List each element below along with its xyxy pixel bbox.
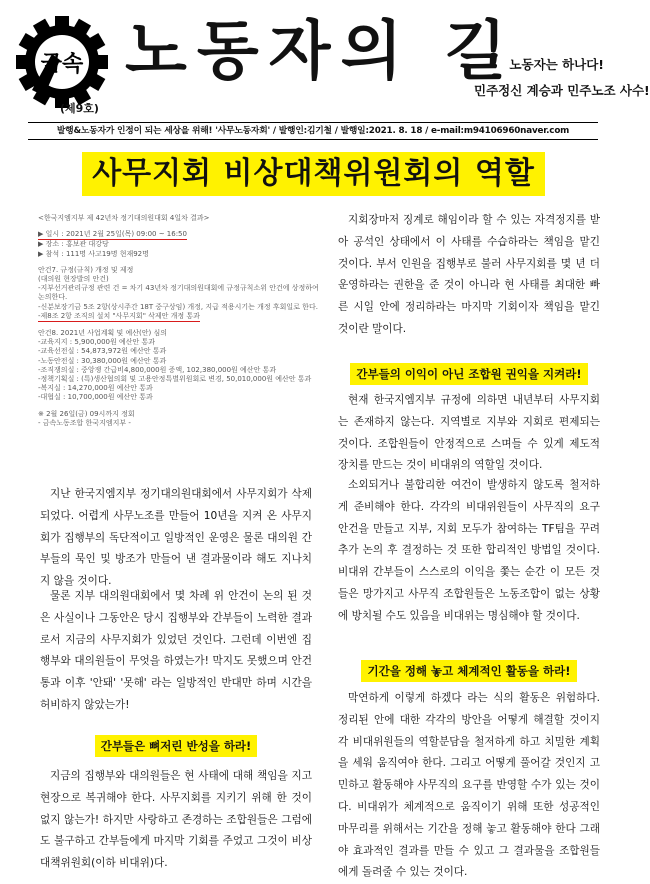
notice-line: -신분보장기금 5조 2항(상시주간 18T 중구상임) 개정, 지급 적용시기는 개정 후회일로 한다. — [38, 302, 318, 311]
right-paragraph-1: 지회장마저 징계로 해임이라 할 수 있는 자격정지를 받아 공석인 상태에서 이 사태를 수습하라는 책임을 맡긴 것이다. 부서 인원을 집행부로 불러 사무지회를 몇 년 더 운영하라는 권한을 준 것이 아니라 현 사태를 최대한 빠른 시일 안에 정리하라는 마지막 기회이자 책임을 맡긴 것이란 말이다. — [338, 214, 600, 335]
left-paragraph-3: 지금의 집행부와 대의원들은 현 사태에 대해 책임을 지고 현장으로 복귀해야 한다. 사무지회를 지키기 위해 한 것이 없지 않는가! 하지만 사랑하고 존경하는 조합원들은 그럼에도 불구하고 간부들에게 마지막 기회를 주었고 그것이 비상대책위원회(이하 비대위)다. — [40, 770, 312, 870]
notice-line-underlined: ▶ 일시 : 2021년 2월 25일(목) 09:00 ~ 16:50 — [38, 230, 187, 240]
right-subhead-1-wrap — [338, 363, 600, 385]
notice-line: ▶ 참석 : 111명 사고19명 현재92명 — [38, 249, 149, 258]
notice-line: ※ 2월 26일(금) 09시까지 정회 — [38, 409, 135, 418]
notice-line: -대협실 : 10,700,000원 예산안 통과 — [38, 393, 153, 402]
right-paragraph-4: 막연하게 이렇게 하겠다 라는 식의 활동은 위험하다. 정리된 안에 대한 각각의 방안을 어떻게 해결할 것이지 각 비대위원들의 역할분담을 철저하게 하고 치밀한 계획을 세워 움직여야 한다. 그리고 어떻게 풀어갈 것인지 고민하고 활동해야 사무직의 요구를 반영할 수가 있는 것이다. 비대위가 체계적으로 움직이기 위해 또한 성공적인 마무리를 위해서는 기간을 정해 놓고 활동해야 한다 그래야 효과적인 결과를 만들 수 있고 그 결과물을 조합원들에게 돌려줄 수 있는 것이다. — [338, 692, 600, 879]
notice-line: <한국지엠지부 제 42년차 정기대의원대회 4일차 결과> — [38, 214, 210, 222]
notice-line: -지부선거관리규정 관련 건 = 차기 43년차 정기대의원대회에 규정규칙소위 안건에 상정하여 — [38, 284, 319, 293]
notice-line: -조직쟁의실 : 중앙쟁 간급비4,800,000원 증액, 102,380,000원 예산안 통과 — [38, 365, 277, 374]
right-subhead-2-wrap — [338, 660, 600, 682]
issue-number: (제9호) — [60, 102, 99, 115]
motto-line-2: 민주정신 계승과 민주노조 사수! — [474, 83, 650, 98]
left-paragraph-1: 지난 한국지엠지부 정기대의원대회에서 사무지회가 삭제되었다. 어렵게 사무노조를 만들어 10년을 지켜 온 사무지회가 집행부의 독단적이고 일방적인 운영은 물론 대의원 간부들의 묵인 및 방조가 만들어 낸 결과물이라 해도 지나치지 않을 것이다. — [40, 488, 312, 588]
notice-line: 논의한다. — [38, 293, 68, 302]
right-subhead-1: 간부들의 이익이 아닌 조합원 권익을 지켜라! — [350, 363, 587, 385]
headline-wrap — [0, 152, 627, 196]
notice-line: 안건7. 규정(규칙) 개정 및 제정 — [38, 265, 134, 274]
right-paragraph-3: 소외되거나 불합리한 여건이 발생하지 않도록 철저하게 준비해야 한다. 각각의 비대위원들이 사무직의 요구 안건을 만들고 지부, 지회 모두가 참여하는 TF팀을 꾸려 추가 논의 후 결정하는 것 또한 합리적인 방법일 것이다. 비대위 간부들이 스스로의 이익을 쫓는 순간 이 모든 것들은 망가지고 사무직 조합원들은 노동조합이 없는 상황에 방치될 수도 있음을 비대위는 명심해야 할 것이다. — [338, 479, 600, 622]
notice-line: - 금속노동조합 한국지엠지부 - — [38, 418, 131, 427]
notice-line-underlined: -제8조 2항 조직의 설치 "사무지회" 삭제안 개정 통과 — [38, 312, 200, 322]
logo-text: 금속 — [40, 52, 84, 77]
right-paragraph-2: 현재 한국지엠지부 규정에 의하면 내년부터 사무지회는 존재하지 않는다. 지역별로 지부와 지회로 편제되는 것이다. 조합원들이 안정적으로 스며들 수 있게 제도적 장치를 만드는 것이 비대위의 역할일 것이다. — [338, 394, 600, 472]
left-subhead: 간부들은 뼈저린 반성을 하라! — [95, 735, 258, 757]
right-subhead-2: 기간을 정해 놓고 체계적인 활동을 하라! — [361, 660, 576, 682]
publisher-info-bar: 발행&노동자가 인정이 되는 세상을 위해! '사무노동자회' / 발행인:김기철 / 발행일:2021. 8. 18 / e-mail:m94106960naver.com — [28, 122, 598, 140]
notice-line: -교육선전실 : 54,873,972원 예산안 통과 — [38, 347, 167, 356]
notice-line: -노동안전실 : 30,380,000원 예산안 통과 — [38, 356, 167, 365]
notice-line: (대의원 현장발의 안건) — [38, 275, 109, 284]
headline: 사무지회 비상대책위원회의 역할 — [82, 152, 545, 196]
masthead-title: 노동자의 길 — [125, 14, 517, 89]
notice-line: -교육지지 : 5,900,000원 예산안 통과 — [38, 338, 156, 347]
notice-line: -정책기획실 : (특)생산협의회 및 고용안정특별위원회로 변경, 50,010,000원 예산안 통과 — [38, 375, 312, 384]
notice-line: ▶ 장소 : 홍보관 대강당 — [38, 240, 109, 249]
left-subhead-wrap — [40, 735, 312, 757]
notice-line: 안건8. 2021년 사업계획 및 예산(안) 심의 — [38, 329, 167, 338]
left-paragraph-2: 물론 지부 대의원대회에서 몇 차례 위 안건이 논의 된 것은 사실이나 그동안은 당시 집행부와 간부들이 노력한 결과로서 지금의 사무지회가 있었던 것인다. 그런데 이번엔 집행부와 대의원들이 무엇을 하였는가! 막지도 못했으며 안건 통과 이후 '안돼' '못해' 라는 일방적인 반대만 하며 시간을 허비하지 않았는가! — [40, 590, 312, 711]
notice-line: -복지실 : 14,270,000원 예산안 통과 — [38, 384, 153, 393]
motto-line-1: 노동자는 하나다! — [509, 57, 604, 72]
union-logo-icon — [14, 14, 110, 110]
motto — [474, 52, 650, 104]
meeting-result-notice — [38, 214, 328, 428]
